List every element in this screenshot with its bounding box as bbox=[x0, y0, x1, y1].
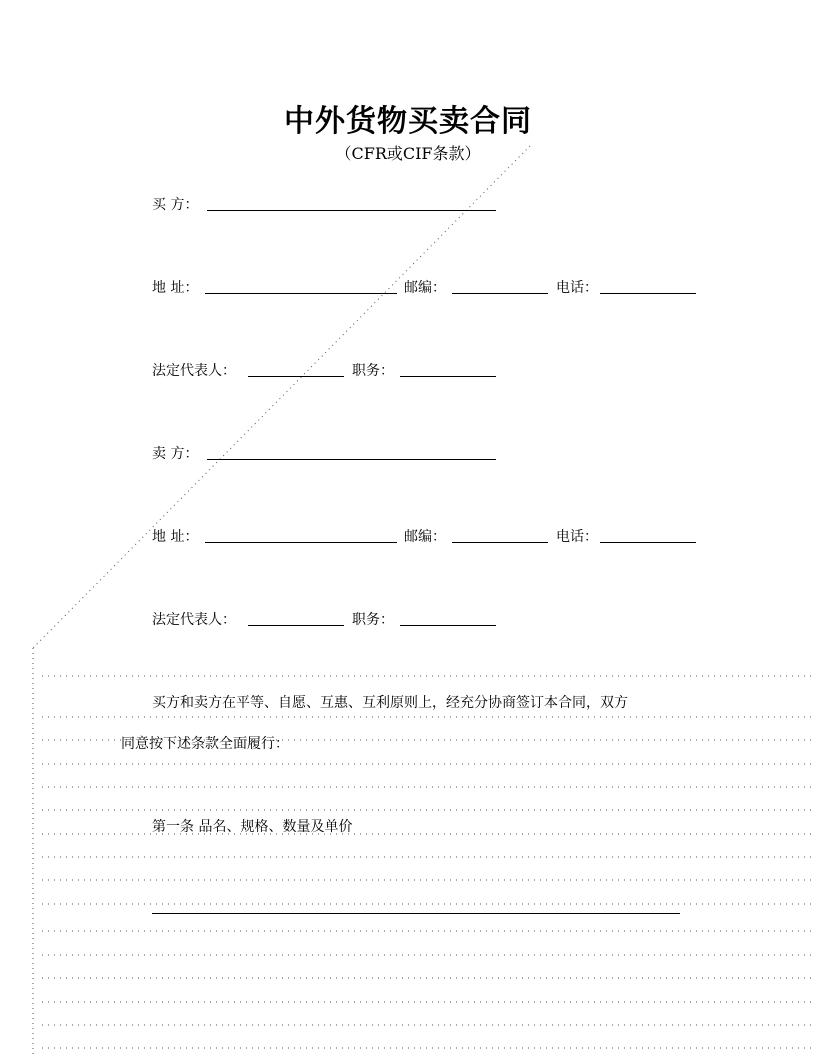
buyer-label: 买 方： bbox=[152, 197, 199, 213]
buyer-rep-line[interactable] bbox=[248, 376, 344, 377]
buyer-name-line[interactable] bbox=[207, 210, 496, 211]
buyer-address-line[interactable] bbox=[205, 293, 397, 294]
seller-postcode-label: 邮编： bbox=[404, 529, 446, 545]
seller-phone-line[interactable] bbox=[600, 542, 696, 543]
article1-heading: 第一条 品名、规格、数量及单价 bbox=[152, 819, 353, 835]
page-title: 中外货物买卖合同 bbox=[284, 104, 532, 139]
seller-rep-line[interactable] bbox=[248, 625, 344, 626]
seller-position-label: 职务： bbox=[352, 612, 394, 628]
buyer-position-line[interactable] bbox=[400, 376, 496, 377]
buyer-position-label: 职务： bbox=[352, 363, 394, 379]
buyer-postcode-line[interactable] bbox=[452, 293, 548, 294]
buyer-postcode-label: 邮编： bbox=[404, 280, 446, 296]
intro-paragraph-line1: 买方和卖方在平等、自愿、互惠、互利原则上，经充分协商签订本合同，双方 bbox=[152, 695, 628, 711]
seller-postcode-line[interactable] bbox=[452, 542, 548, 543]
seller-name-line[interactable] bbox=[207, 459, 496, 460]
buyer-phone-label: 电话： bbox=[556, 280, 598, 296]
buyer-phone-line[interactable] bbox=[600, 293, 696, 294]
buyer-rep-label: 法定代表人： bbox=[152, 363, 236, 379]
diagonal-guide bbox=[33, 146, 530, 648]
buyer-address-label: 地 址： bbox=[152, 280, 199, 296]
seller-address-label: 地 址： bbox=[152, 529, 199, 545]
seller-rep-label: 法定代表人： bbox=[152, 612, 236, 628]
seller-position-line[interactable] bbox=[400, 625, 496, 626]
article1-content-line[interactable] bbox=[152, 913, 680, 914]
seller-label: 卖 方： bbox=[152, 446, 199, 462]
seller-address-line[interactable] bbox=[205, 542, 397, 543]
seller-phone-label: 电话： bbox=[556, 529, 598, 545]
intro-paragraph-line2: 同意按下述条款全面履行： bbox=[121, 736, 289, 752]
page-subtitle: （CFR或CIF条款） bbox=[335, 144, 481, 163]
